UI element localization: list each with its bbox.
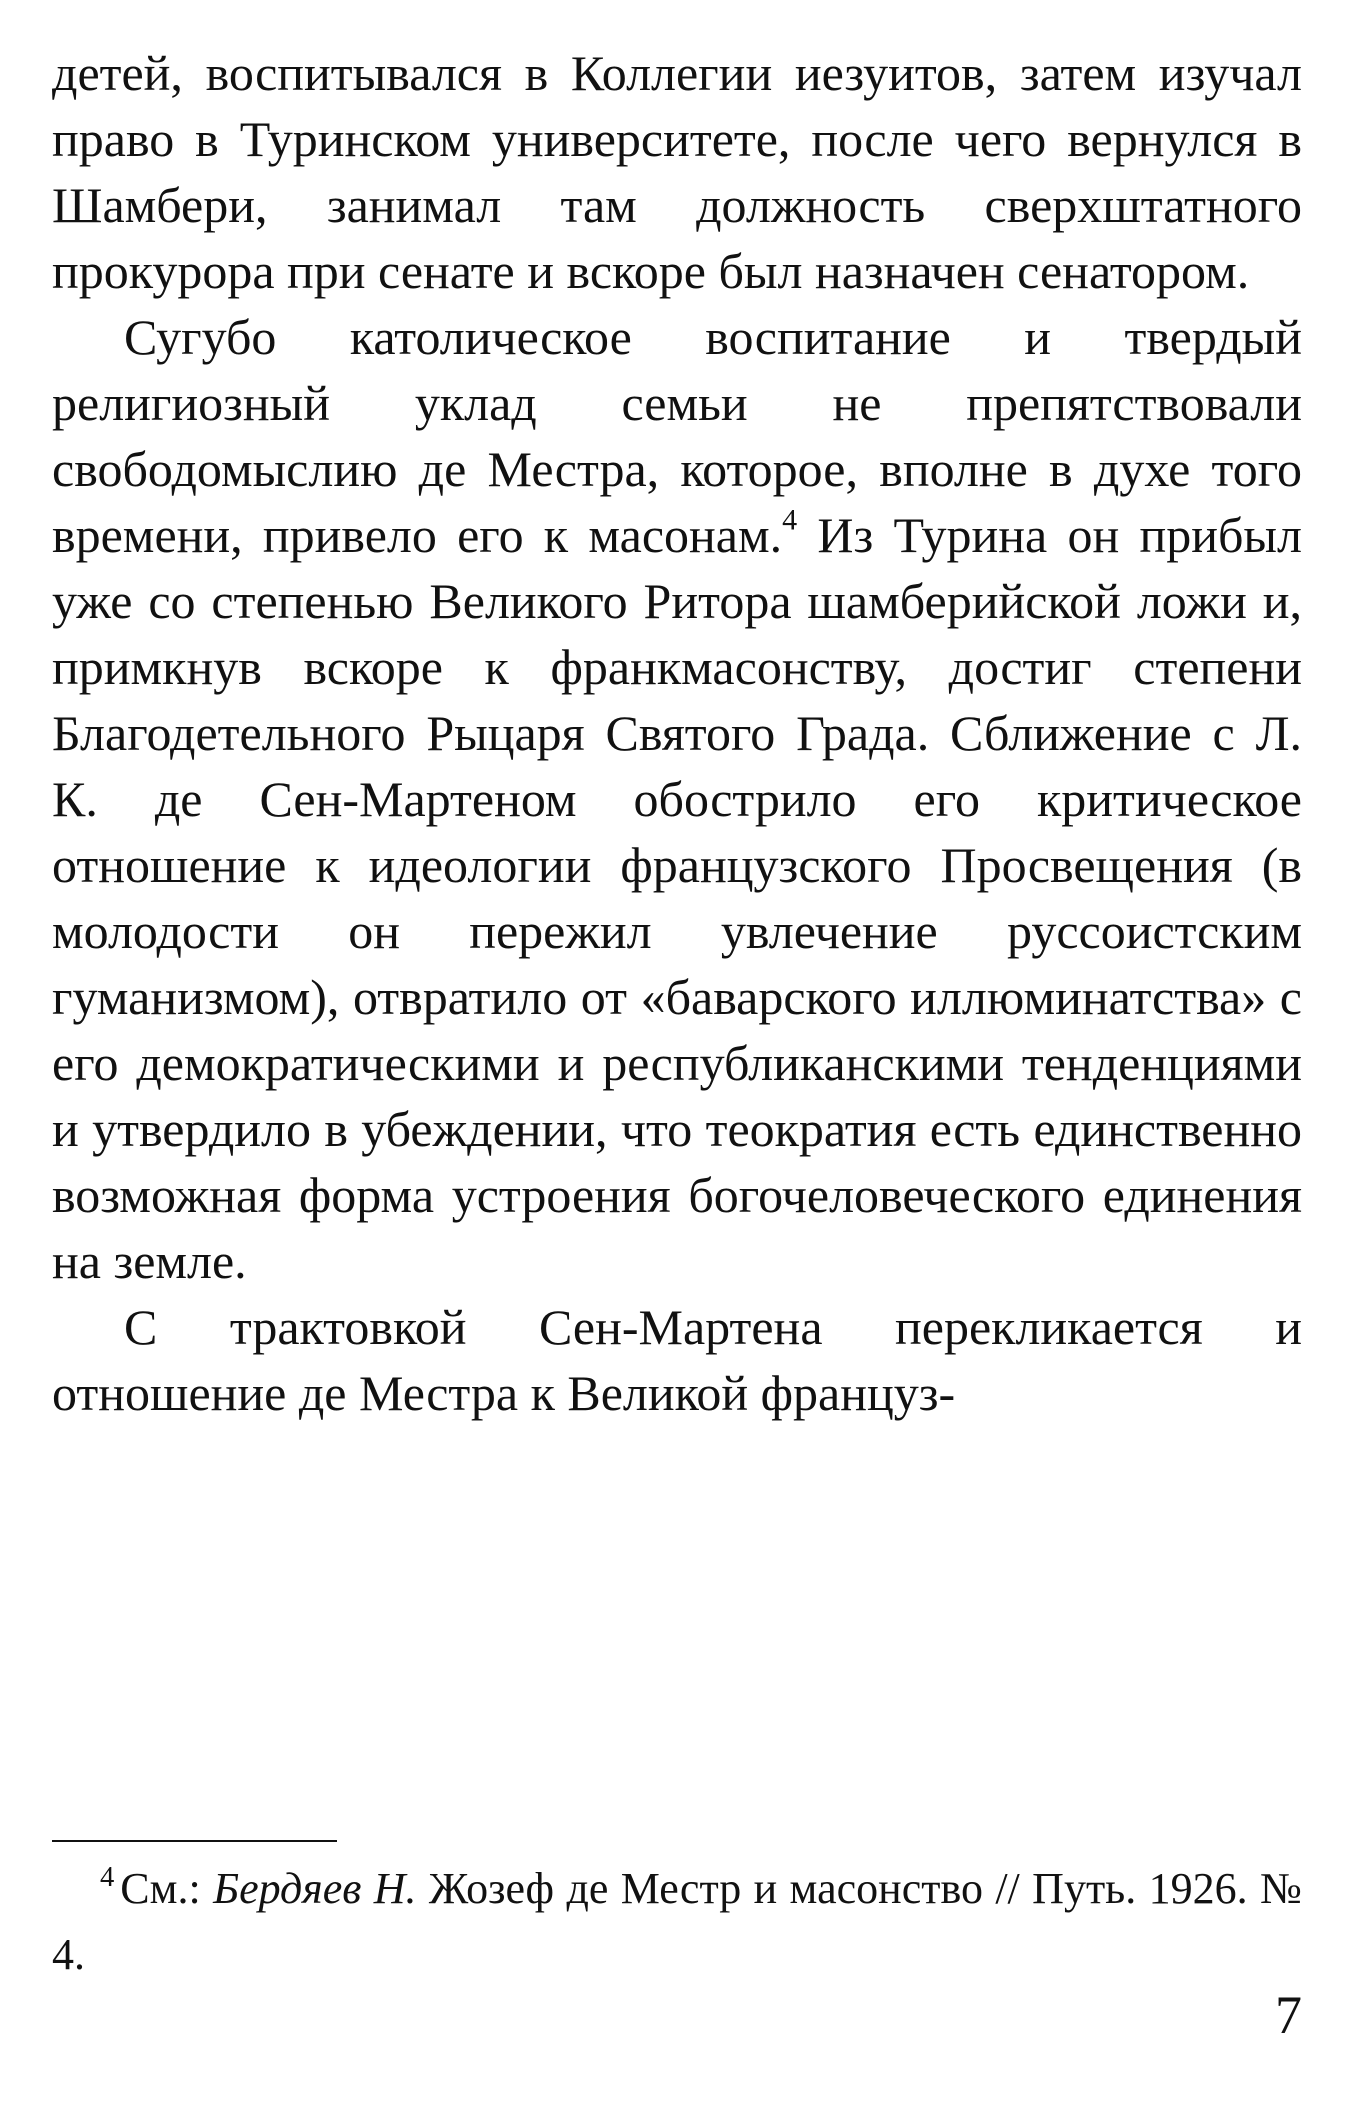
footnote-citation: Жозеф де Местр и масонство // Путь. 1926. № 4.: [52, 1864, 1302, 1979]
main-text: [52, 40, 1302, 1426]
paragraph-saint-martin: С трактовкой Сен-Мартена перекликается и отношение де Местра к Великой француз-: [52, 1299, 1302, 1421]
paragraph-text: Сугубо католическое воспитание и твердый религиозный уклад семьи не препятствовали свободомыслию де Местра, которое, вполне в духе того времени, привело его к масонам.: [52, 309, 1302, 563]
footnote-prefix: См.:: [120, 1864, 214, 1913]
footnote: [52, 1856, 1302, 1988]
page-number: 7: [1275, 1985, 1302, 2045]
footnote-separator: [52, 1840, 337, 1842]
paragraph-continued: детей, воспитывался в Коллегии иезуитов, затем изучал право в Туринском университете, после чего вернулся в Шамбери, занимал там должность сверхштатного прокурора при сенате и вскоре был назначен сенатором.: [52, 45, 1302, 299]
paragraph-text-continued: Из Турина он прибыл уже со степенью Великого Ритора шамберийской ложи и, примкнув вскоре к франкмасонству, достиг степени Благодетельного Рыцаря Святого Града. Сближение с Л. К. де Сен-Мартеном обострило его критическое отношение к идеологии французского Просвещения (в молодости он пережил увлечение руссоистским гуманизмом), отвратило от «баварского иллюминатства» с его демократическими и республиканскими тенденциями и утвердило в убеждении, что теократия есть единственно возможная форма устроения богочеловеческого единения на земле.: [52, 507, 1302, 1289]
book-page: [52, 40, 1302, 2060]
footnote-author: Бердяев Н.: [213, 1864, 417, 1913]
paragraph-upbringing: [52, 304, 1302, 1294]
footnote-reference: 4: [782, 503, 798, 537]
footnote-number: 4: [100, 1861, 115, 1893]
